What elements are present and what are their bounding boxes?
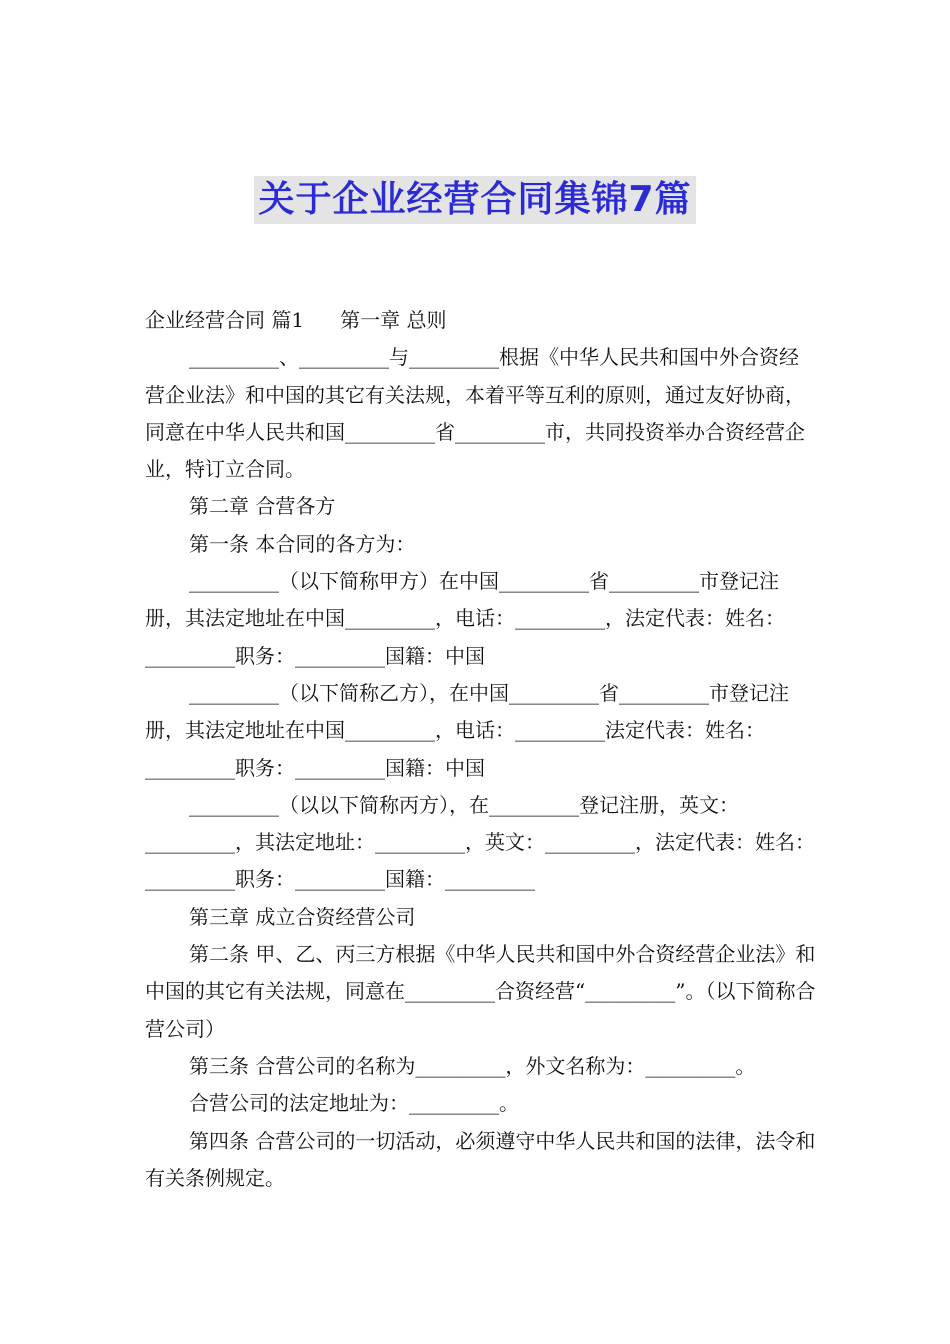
chapter-heading: 第三章 成立合资经营公司 [189, 904, 416, 929]
party-b-paragraph: _________（以下简称乙方），在中国_________省_________市登记注册，其法定地址在中国_________，电话：_________法定代表：姓名：_________职务：_________国籍：中国 [145, 680, 789, 780]
heading-gap [304, 302, 340, 339]
party-a-paragraph: _________（以下简称甲方）在中国_________省_________市登记注册，其法定地址在中国_________，电话：_________，法定代表：姓名：_________职务：_________国籍：中国 [145, 569, 785, 668]
paragraph: _________、_________与_________根据《中华人民共和国中外合资经营企业法》和中国的其它有关法规，本着平等互利的原则，通过友好协商，同意在中华人民共和国_________省_________市，共同投资举办合资经营企业，特订立合同。 [145, 345, 805, 482]
article: 第四条 合营公司的一切活动，必须遵守中华人民共和国的法律，法令和有关条例规定。 [145, 1128, 816, 1190]
contract-heading: 企业经营合同 篇1 [145, 308, 305, 332]
document-body [145, 302, 817, 1197]
paragraph: 合营公司的法定地址为：_________。 [189, 1091, 519, 1116]
article: 第三条 合营公司的名称为_________，外文名称为：_________。 [189, 1053, 756, 1078]
title-container [0, 176, 950, 224]
section-heading [145, 302, 817, 339]
chapter-heading: 第二章 合营各方 [189, 494, 336, 519]
party-c-paragraph: _________（以以下简称丙方），在_________登记注册，英文：_________，其法定地址：_________，英文：_________，法定代表：姓名：_________职务：_________国籍：_________ [145, 792, 815, 892]
document-title: 关于企业经营合同集锦7篇 [254, 176, 695, 224]
chapter-heading: 第一章 总则 [340, 308, 447, 332]
article: 第二条 甲、乙、丙三方根据《中华人民共和国中外合资经营企业法》和中国的其它有关法规，同意在_________合资经营“_________”。（以下简称合营公司） [145, 942, 816, 1041]
article: 第一条 本合同的各方为： [189, 531, 416, 556]
